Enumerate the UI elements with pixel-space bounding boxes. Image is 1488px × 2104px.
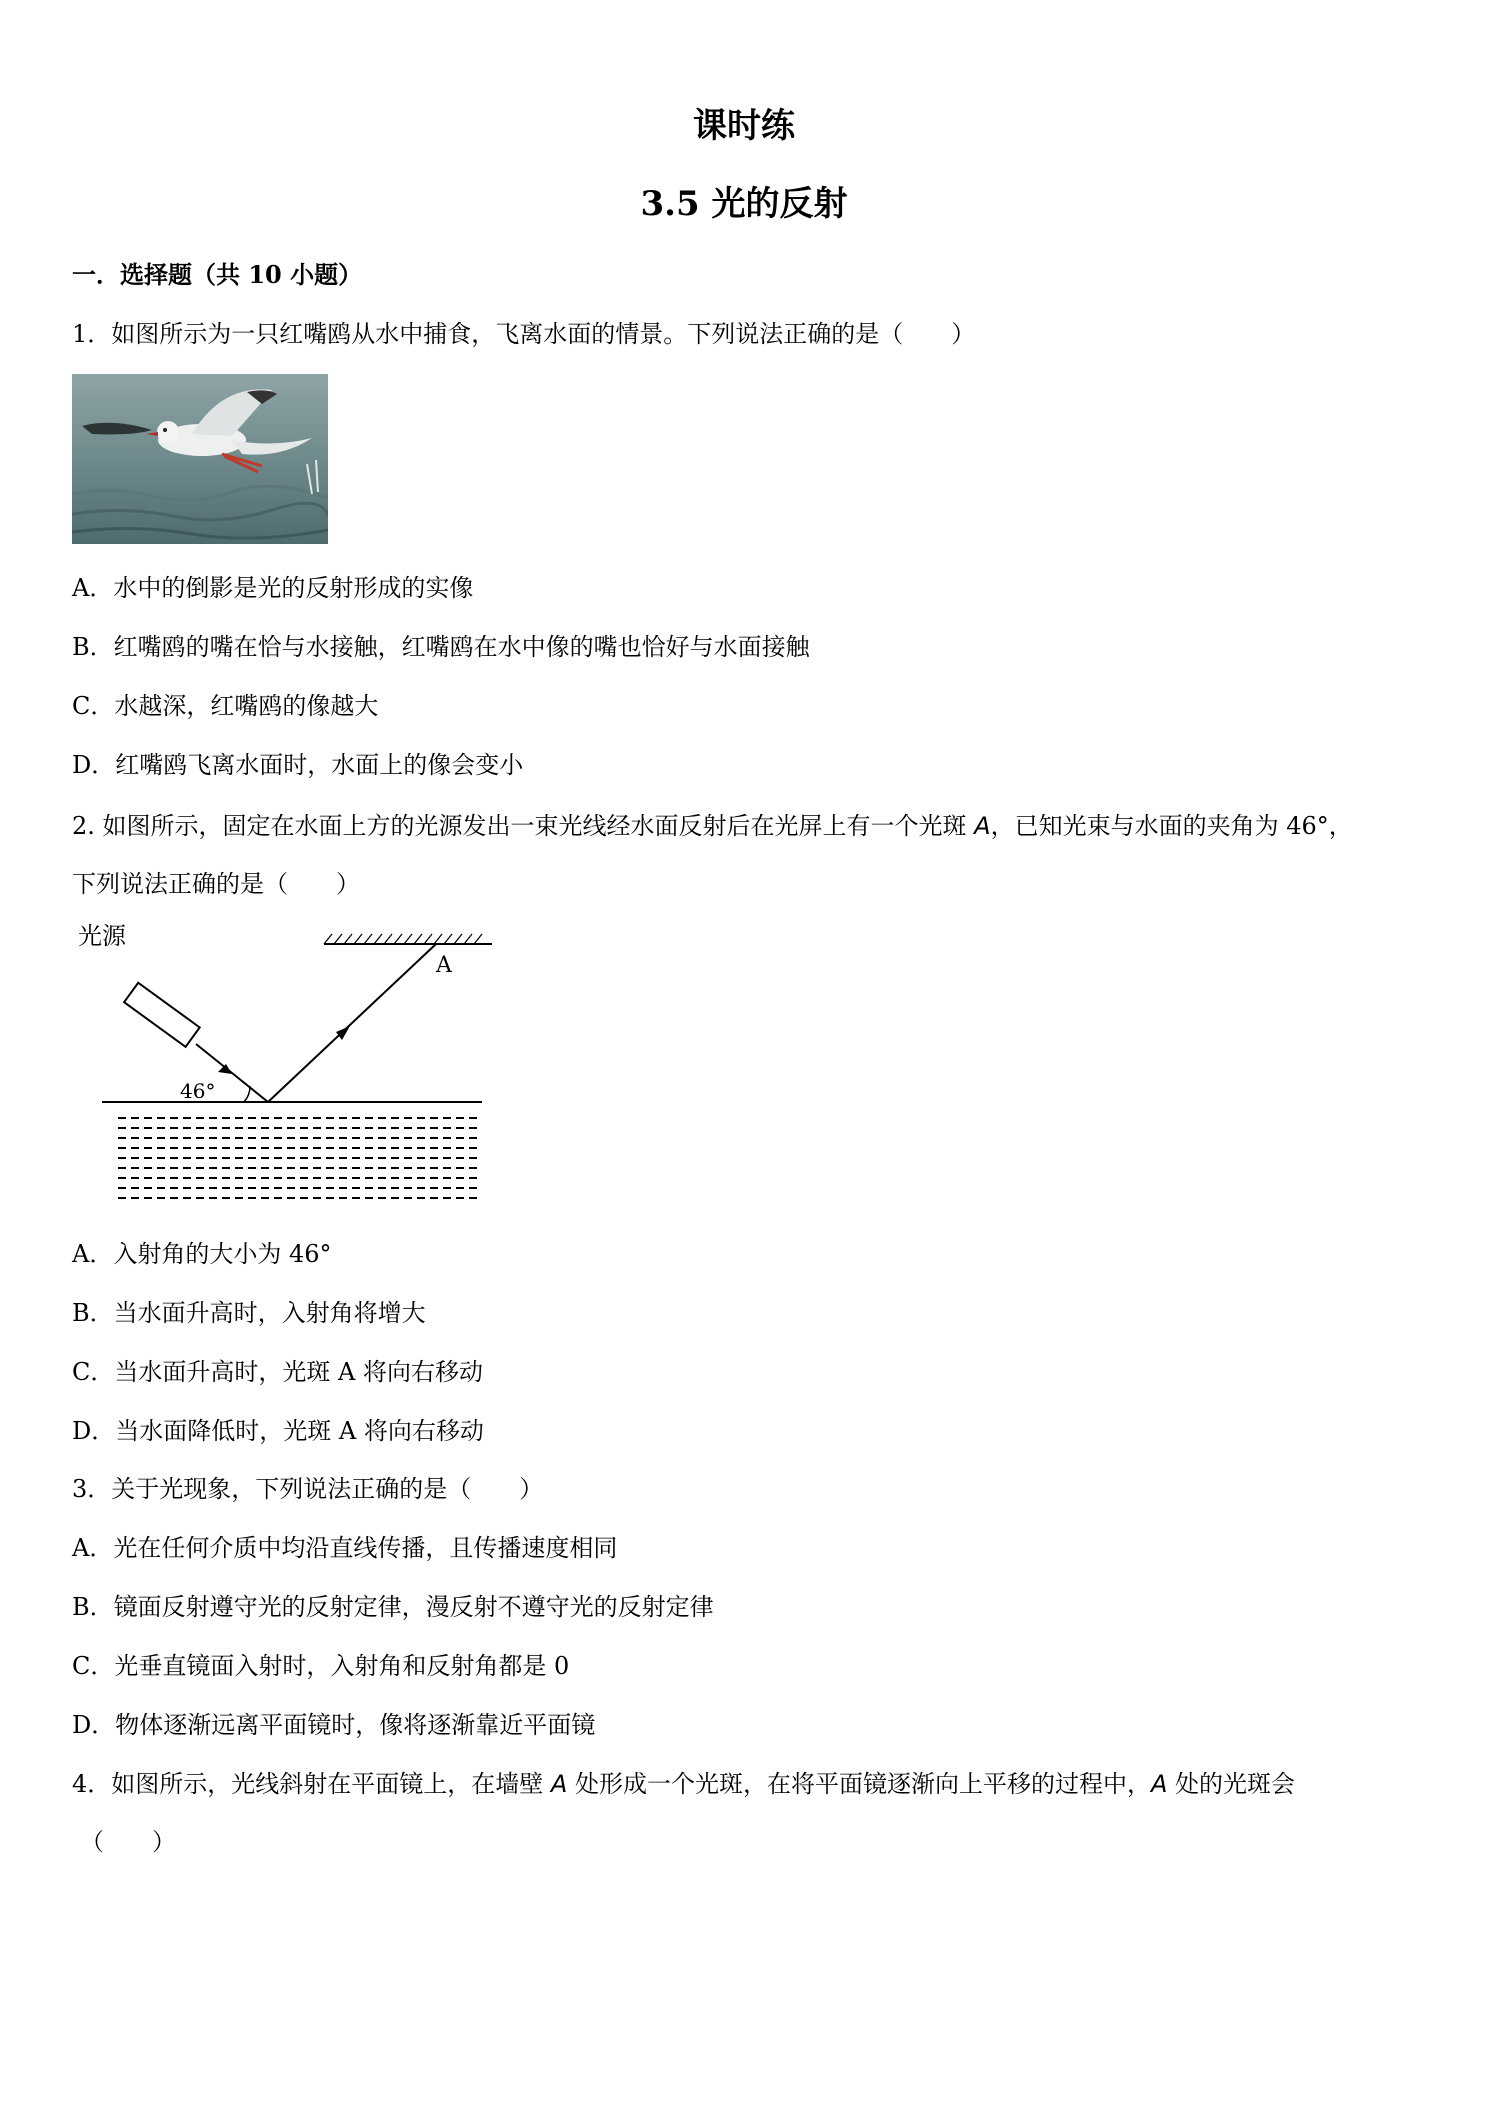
q3-option-a: A．光在任何介质中均沿直线传播，且传播速度相同 [72,1534,618,1562]
q2-stem-part-2: ，已知光束与水面的夹角为 46°， [990,812,1353,840]
page-subtitle: 3.5 光的反射 [640,184,848,224]
point-a-label: A [436,953,452,978]
q2-option-b: B．当水面升高时，入射角将增大 [72,1299,426,1327]
q2-stem-line2: 下列说法正确的是（ ） [72,870,360,898]
q1-option-c: C．水越深，红嘴鸥的像越大 [72,692,379,720]
q1-option-d: D．红嘴鸥飞离水面时，水面上的像会变小 [72,751,524,779]
section-heading: 一．选择题（共 10 小题） [72,260,363,289]
q4-stem-part-3: 处的光斑会 [1167,1770,1296,1798]
q3-option-b: B．镜面反射遵守光的反射定律，漫反射不遵守光的反射定律 [72,1593,714,1621]
q4-stem [72,1768,1295,1800]
q1-option-a: A．水中的倒影是光的反射形成的实像 [72,574,474,602]
q1-stem: 1．如图所示为一只红嘴鸥从水中捕食，飞离水面的情景。下列说法正确的是（ ） [72,320,976,348]
seagull-photo [72,374,328,544]
q2-stem [72,810,1353,842]
q4-stem-line2: （ ） [80,1828,176,1856]
q2-option-a: A．入射角的大小为 46° [72,1240,332,1268]
q4-stem-var-1: A [550,1770,568,1798]
angle-label: 46° [180,1079,216,1103]
q3-option-c: C．光垂直镜面入射时，入射角和反射角都是 0 [72,1652,570,1680]
q2-option-c: C．当水面升高时，光斑 A 将向右移动 [72,1358,483,1386]
reflection-diagram [72,914,492,1214]
light-source-label: 光源 [78,922,126,950]
page-title: 课时练 [693,106,795,146]
q4-stem-part-2: 处形成一个光斑，在将平面镜逐渐向上平移的过程中， [567,1770,1151,1798]
q2-stem-var: A [974,812,991,840]
q1-option-b: B．红嘴鸥的嘴在恰与水接触，红嘴鸥在水中像的嘴也恰好与水面接触 [72,633,810,661]
q2-option-d: D．当水面降低时，光斑 A 将向右移动 [72,1417,484,1445]
q2-stem-part-1: 2. 如图所示，固定在水面上方的光源发出一束光线经水面反射后在光屏上有一个光斑 [72,812,975,840]
q3-option-d: D．物体逐渐远离平面镜时，像将逐渐靠近平面镜 [72,1711,596,1739]
q4-stem-part-1: 4．如图所示，光线斜射在平面镜上，在墙壁 [72,1770,551,1798]
q4-stem-var-2: A [1150,1770,1168,1798]
q3-stem: 3．关于光现象，下列说法正确的是（ ） [72,1475,544,1503]
